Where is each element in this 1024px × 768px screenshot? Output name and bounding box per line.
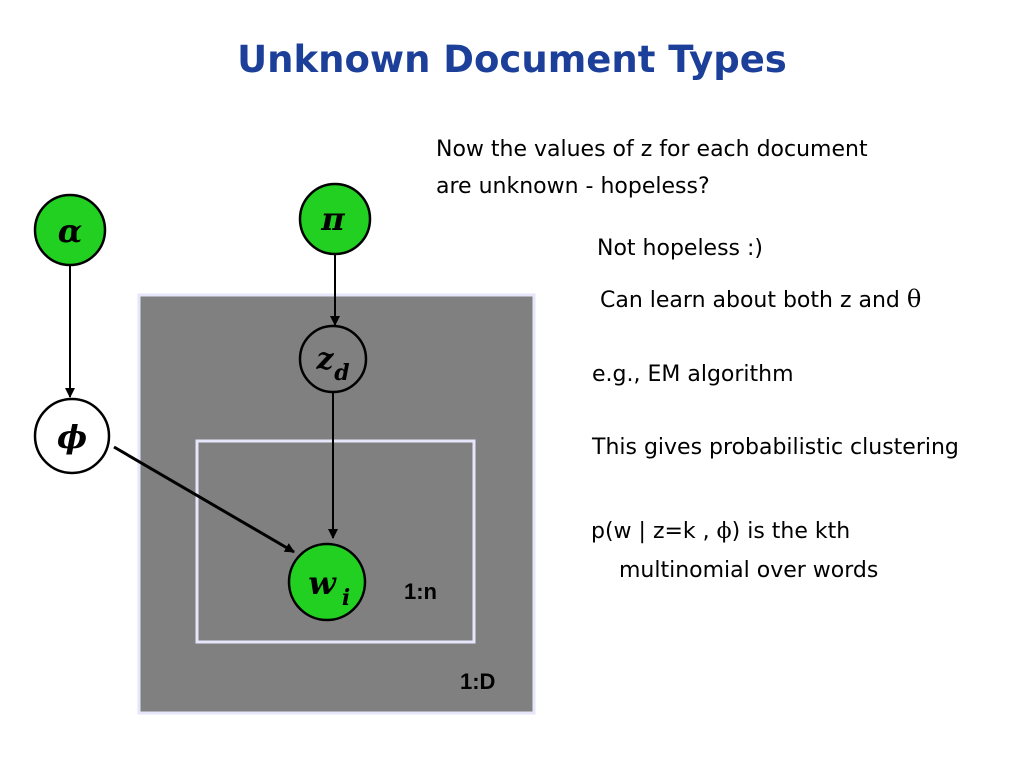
pw-line-1 [591, 514, 850, 550]
can-learn-text [600, 281, 921, 319]
em-algorithm-text: e.g., EM algorithm [592, 362, 794, 387]
clustering-text: This gives probabilistic clustering [592, 435, 959, 460]
intro-line-2: are unknown - hopeless? [436, 174, 710, 199]
inner-plate-label: 1:n [404, 579, 437, 604]
pw-line-2: multinomial over words [619, 558, 879, 583]
node-alpha-label: α [57, 212, 83, 250]
node-w-label: w [308, 564, 336, 602]
node-alpha [35, 195, 105, 265]
not-hopeless-text: Not hopeless :) [597, 236, 763, 261]
pw-suffix: ) is the kth [731, 519, 851, 544]
outer-plate-label: 1:D [460, 669, 496, 694]
node-pi-label: π [321, 200, 345, 238]
can-learn-prefix: Can learn about both z and [600, 288, 907, 313]
node-w-subscript: i [341, 585, 351, 611]
intro-line-1: Now the values of z for each document [436, 137, 868, 162]
svg-text:z [315, 342, 334, 377]
phi-symbol: ϕ [716, 519, 732, 544]
node-z-label: z [316, 342, 334, 377]
pw-prefix: p(w | z=k , [591, 519, 717, 544]
node-w [289, 544, 365, 620]
node-z-subscript: d [334, 360, 350, 386]
node-phi-label: ϕ [56, 418, 88, 456]
slide-title: Unknown Document Types [237, 38, 787, 81]
node-z [300, 326, 366, 392]
node-pi [300, 184, 370, 254]
node-phi [35, 399, 109, 473]
theta-symbol: θ [906, 285, 922, 313]
